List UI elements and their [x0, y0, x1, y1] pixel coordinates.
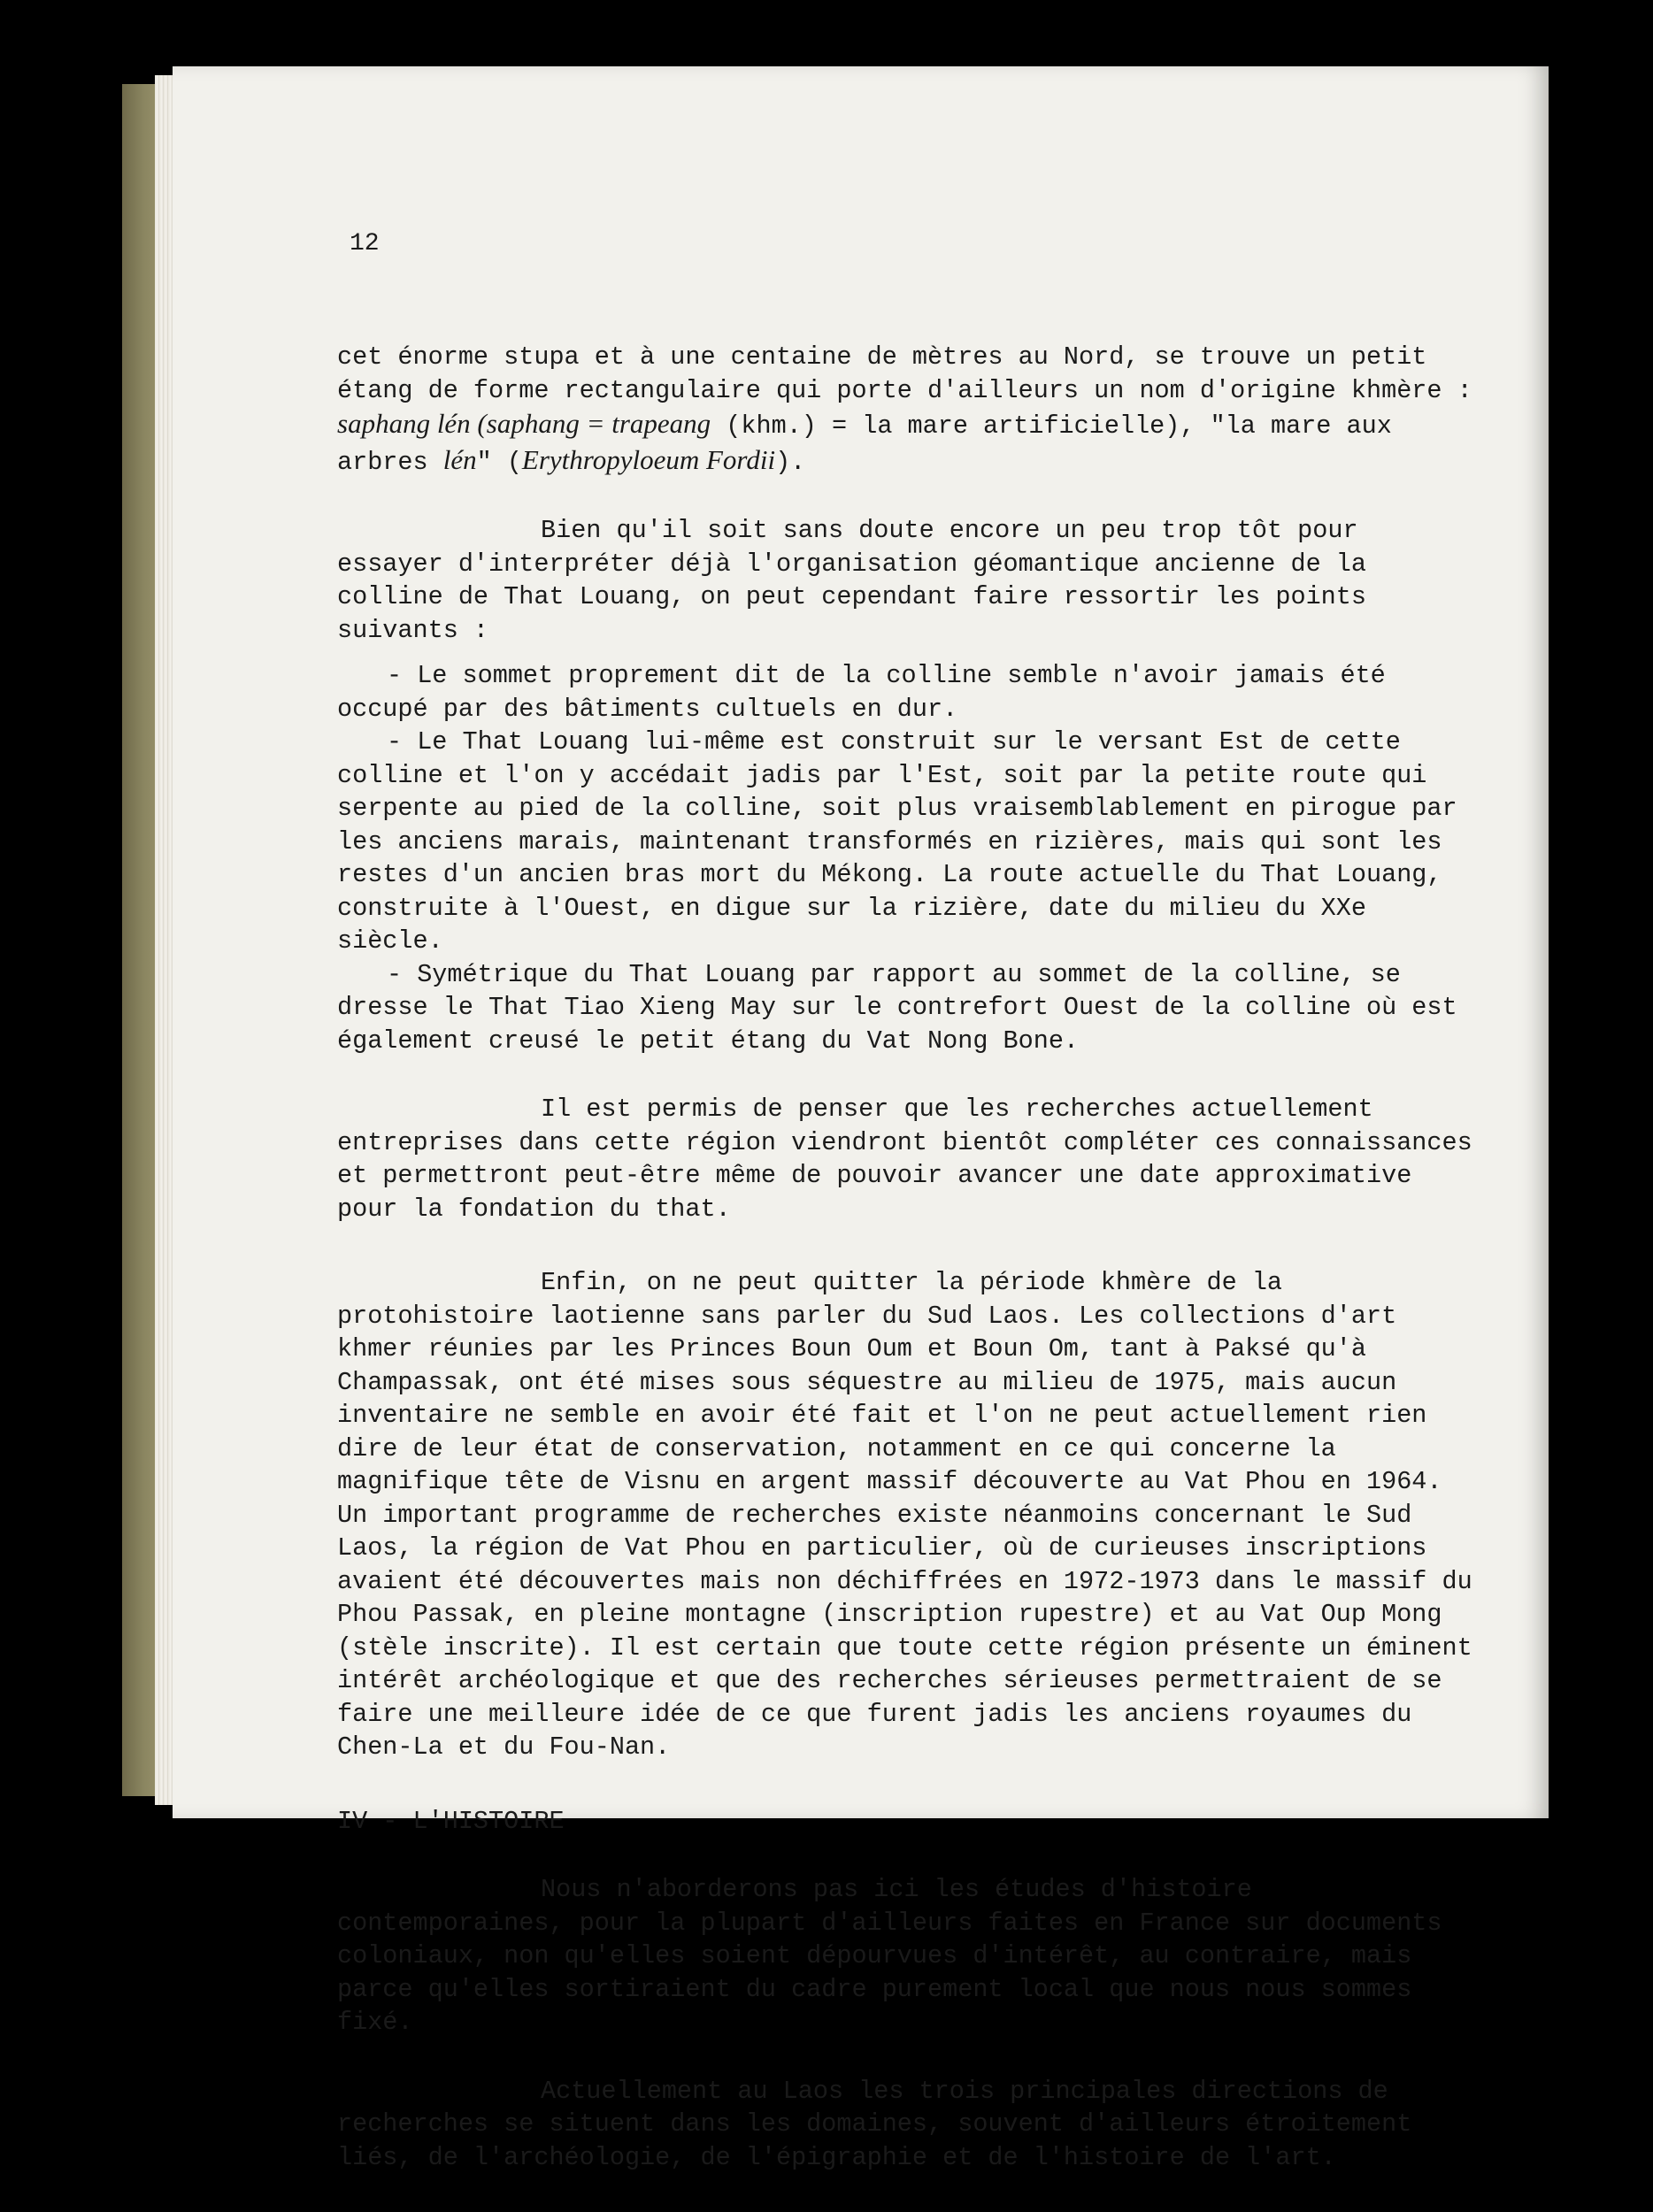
document-page [173, 66, 1549, 2172]
italic-term: Erythropyloeum Fordii [521, 443, 776, 475]
page-number: 12 [350, 230, 380, 257]
paragraph-text: " ( [476, 447, 522, 477]
paragraph: Actuellement au Laos les trois principales directions de recherches se situent dans les domaines, souvent d'ailleurs étroitement liés, de l'archéologie, de l'épigraphie et de l'histoire de l'art. [337, 2076, 1412, 2172]
paragraph: Il est permis de penser que les recherches actuellement entreprises dans cette région viendront bientôt compléter ces connaissances et permettront peut-être même de pouvoir avancer une date approximative pour la fondation du that. [337, 1094, 1472, 1224]
list-item: - Le That Louang lui-même est construit sur le versant Est de cette colline et l'on y accédait jadis par l'Est, soit par la petite route qui serpente au pied de la colline, soit plus vraisemblablement en pirogue par les anciens marais, maintenant transformés en rizières, mais qui sont les restes d'un ancien bras mort du Mékong. La route actuelle du That Louang, construite à l'Ouest, en digue sur la rizière, date du milieu du XXe siècle. [337, 727, 1457, 956]
italic-term: saphang lén (saphang = trapeang [337, 408, 711, 439]
paragraph: Enfin, on ne peut quitter la période khmère de la protohistoire laotienne sans parler du Sud Laos. Les collections d'art khmer réunies par les Princes Boun Oum et Boun Om, tant à Paksé qu'à Champassak, ont été mises sous séquestre au milieu de 1975, mais aucun inventaire ne semble en avoir été fait et l'on ne peut actuellement rien dire de leur état de conservation, notamment en ce qui concerne la magnifique tête de Visnu en argent massif découverte au Vat Phou en 1964. Un important programme de recherches existe néanmoins concernant le Sud Laos, la région de Vat Phou en particulier, où de curieuses inscriptions avaient été découvertes mais non déchiffrées en 1972-1973 dans le massif du Phou Passak, en pleine montagne (inscription rupestre) et au Vat Oup Mong (stèle inscrite). Il est certain que toute cette région présente un éminent intérêt archéologique et que des recherches sérieuses permettraient de se faire une meilleure idée de ce que furent jadis les anciens royaumes du Chen-La et du Fou-Nan. [337, 1268, 1472, 1762]
paragraph-text: (khm.) = la mare artificielle), "la mare aux arbres [337, 411, 1392, 477]
list-item: - Symétrique du That Louang par rapport au sommet de la colline, se dresse le That Tiao Xieng May sur le contrefort Ouest de la colline où est également creusé le petit étang du Vat Nong Bone. [337, 959, 1457, 1056]
paragraph: Nous n'aborderons pas ici les études d'histoire contemporaines, pour la plupart d'ailleurs faites en France sur documents coloniaux, non qu'elles soient dépourvues d'intérêt, au contraire, mais parce qu'elles sortiraient du cadre purement local que nous nous sommes fixé. [337, 1875, 1442, 2037]
paragraph-text: ). [775, 447, 806, 477]
paragraph-text: cet énorme stupa et à une centaine de mètres au Nord, se trouve un petit étang de forme rectangulaire qui porte d'ailleurs un nom d'origine khmère : [337, 342, 1472, 405]
italic-term: lén [442, 443, 477, 475]
body-text [337, 341, 1479, 2174]
list-item: - Le sommet proprement dit de la colline semble n'avoir jamais été occupé par des bâtiments cultuels en dur. [337, 661, 1386, 724]
paragraph-continued [337, 341, 1479, 479]
section-heading: IV - L'HISTOIRE [337, 1806, 565, 1836]
paragraph: Bien qu'il soit sans doute encore un peu trop tôt pour essayer d'interpréter déjà l'organisation géomantique ancienne de la colline de That Louang, on peut cependant faire ressortir les points suivants : [337, 516, 1366, 645]
